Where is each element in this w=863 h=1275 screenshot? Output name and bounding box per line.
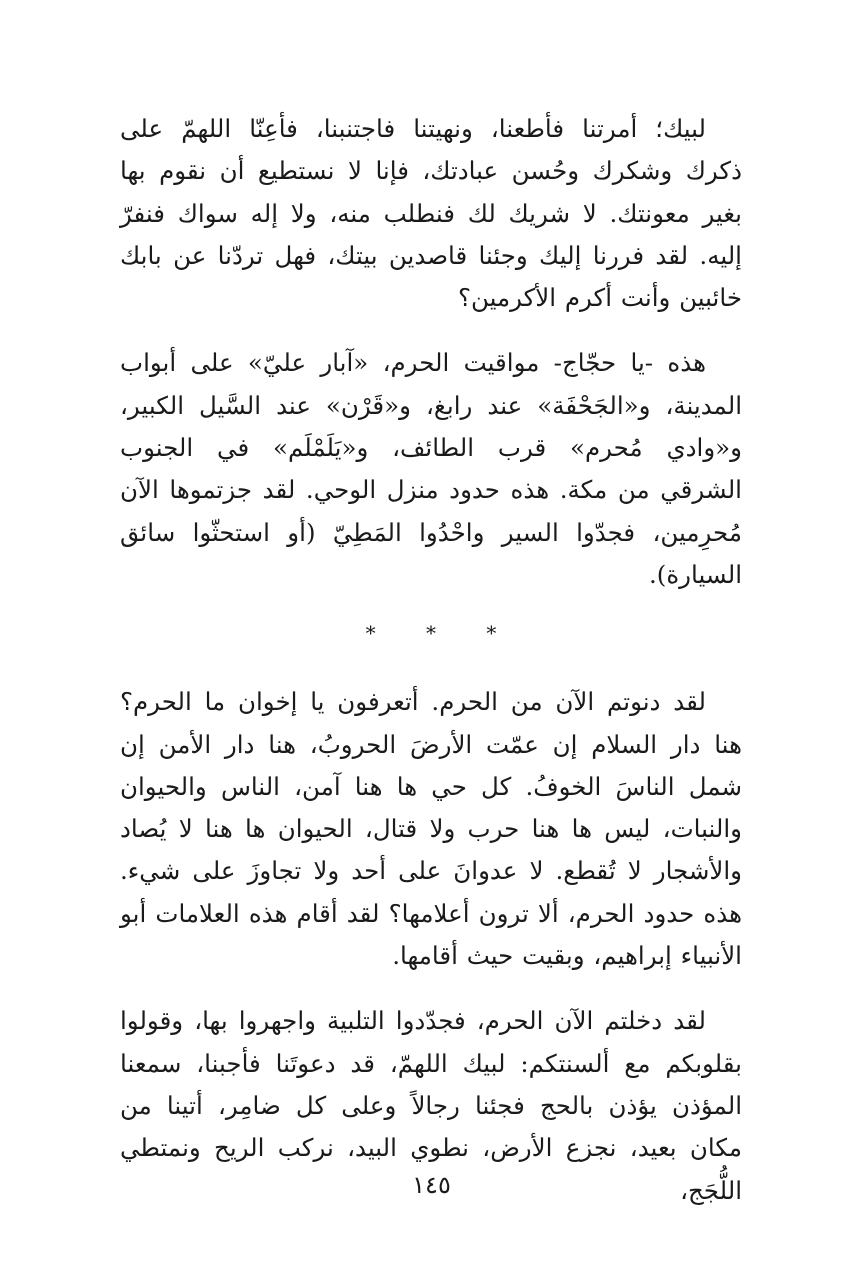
paragraph-haram-borders: لقد دنوتم الآن من الحرم. أتعرفون يا إخوان ما الحرم؟ هنا دار السلام إن عمّت الأرضَ الحروبُ، هنا دار الأمن إن شمل الناسَ الخوفُ. كل حي ها هنا آمن، الناس والحيوان والنبات، ليس ها هنا حرب ولا قتال، الحيوان ها هنا لا يُصاد والأشجار لا تُقطع. لا عدوانَ على أحد ولا تجاوزَ على شيء. هذه حدود الحرم، ألا ترون أعلامها؟ لقد أقام هذه العلامات أبو الأنبياء إبراهيم، وبقيت حيث أقامها. <box>120 687 742 971</box>
section-separator-asterisks: * * * <box>365 621 519 646</box>
book-page-body <box>120 108 742 1212</box>
page-number: ١٤٥ <box>412 1171 451 1199</box>
paragraph-talbiyah: لبيك؛ أمرتنا فأطعنا، ونهيتنا فاجتنبنا، فأعِنّا اللهمّ على ذكرك وشكرك وحُسن عبادتك، فإنا لا نستطيع أن نقوم بها بغير معونتك. لا شريك لك فنطلب منه، ولا إله سواك فنفرّ إليه. لقد فررنا إليك وجئنا قاصدين بيتك، فهل تردّنا عن بابك خائبين وأنت أكرم الأكرمين؟ <box>120 114 742 313</box>
paragraph-entering-haram: لقد دخلتم الآن الحرم، فجدّدوا التلبية واجهروا بها، وقولوا بقلوبكم مع ألسنتكم: لبيك اللهمّ، قد دعوتَنا فأجبنا، سمعنا المؤذن يؤذن بالحج فجئنا رجالاً وعلى كل ضامِر، أتينا من مكان بعيد، نجزع الأرض، نطوي البيد، نركب الريح ونمتطي اللُّجَج، <box>120 1006 742 1205</box>
paragraph-miqat: هذه -يا حجّاج- مواقيت الحرم، «آبار عليّ» على أبواب المدينة، و«الجَحْفَة» عند رابغ، و«قَرْن» عند السَّيل الكبير، و«وادي مُحرم» قرب الطائف، و«يَلَمْلَم» في الجنوب الشرقي من مكة. هذه حدود منزل الوحي. لقد جزتموها الآن مُحرِمين، فجدّوا السير واحْدُوا المَطِيّ (أو استحثّوا سائق السيارة). <box>120 348 742 589</box>
